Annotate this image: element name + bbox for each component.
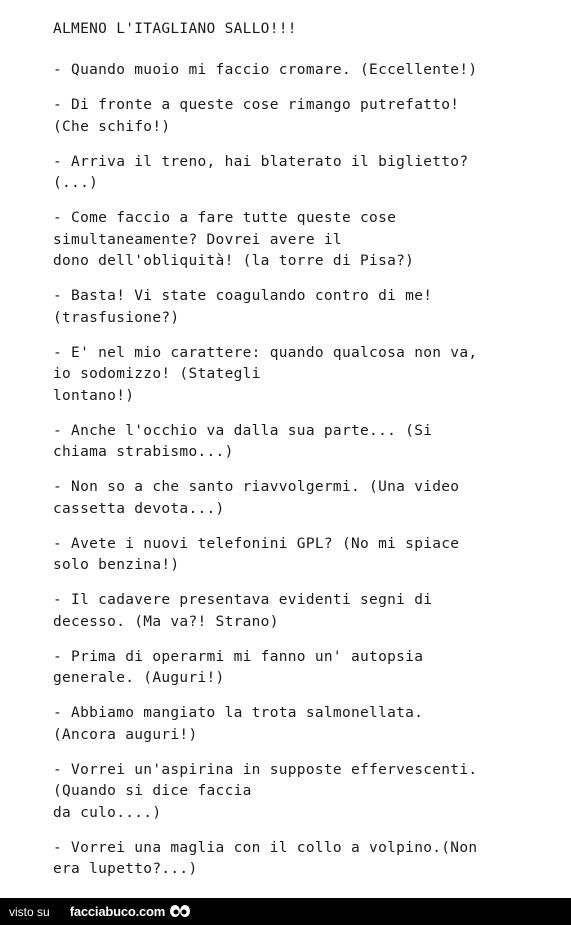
entry-line: (Quando si dice faccia (53, 783, 252, 799)
list-item (53, 286, 553, 329)
entry-line: (Ancora auguri!) (53, 726, 198, 743)
entry-line: - Vorrei un'aspirina in supposte effervescenti. (53, 761, 478, 778)
entry-line: io sodomizzo! (Stategli (53, 366, 261, 382)
list-item (53, 60, 553, 82)
entry-line: da culo....) (53, 804, 162, 821)
list-item (53, 703, 553, 746)
list-item (53, 838, 553, 881)
entry-line: - E' nel mio carattere: quando qualcosa non va, (53, 344, 478, 361)
brand-name[interactable]: facciabuco.com (69, 904, 166, 919)
entry-line: - Avete i nuovi telefonini GPL? (No mi spiace (53, 535, 460, 552)
list-item (53, 152, 553, 195)
entry-line: decesso. (Ma va?! Strano) (53, 613, 279, 630)
entry-line: - Abbiamo mangiato la trota salmonellata. (53, 705, 424, 721)
list-item (53, 534, 553, 577)
list-item (53, 208, 553, 273)
entry-line: solo benzina!) (53, 557, 180, 573)
list-item (53, 590, 553, 633)
entry-line: - Non so a che santo riavvolgermi. (Una video (53, 479, 460, 495)
entry-line: era lupetto?...) (53, 861, 198, 877)
entry-line: simultaneamente? Dovrei avere il (53, 231, 342, 248)
entry-line: - Prima di operarmi mi fanno un' autopsia (53, 648, 424, 665)
list-item (53, 421, 553, 464)
entry-line: - Basta! Vi state coagulando contro di me! (53, 288, 433, 304)
list-item (53, 647, 553, 690)
entry-line: chiama strabismo...) (53, 444, 234, 460)
entry-line: lontano!) (53, 387, 135, 404)
entry-line: - Quando muoio mi faccio cromare. (Eccellente!) (53, 62, 478, 78)
entry-line: (...) (53, 175, 99, 191)
watermark-bar (0, 898, 571, 925)
entry-line: - Il cadavere presentava evidenti segni di (53, 592, 433, 608)
entry-line: - Vorrei una maglia con il collo a volpino.(Non (53, 839, 478, 856)
entry-line: - Di fronte a queste cose rimango putrefatto! (53, 97, 460, 113)
list-item (53, 760, 553, 825)
entry-line: (Che schifo!) (53, 118, 171, 135)
entries-list (53, 60, 553, 881)
entry-line: dono dell'obliquità! (la torre di Pisa?) (53, 253, 415, 269)
entry-line: cassetta devota...) (53, 500, 225, 517)
list-item (53, 477, 553, 520)
eyes-icon (169, 903, 191, 919)
entry-line: - Come faccio a fare tutte queste cose (53, 210, 397, 226)
entry-line: - Anche l'occhio va dalla sua parte... (Si (53, 422, 433, 439)
entry-line: generale. (Auguri!) (53, 670, 225, 686)
entry-line: - Arriva il treno, hai blaterato il biglietto? (53, 153, 469, 170)
visto-su-label: visto su (9, 904, 50, 919)
list-item (53, 95, 553, 138)
list-item (53, 343, 553, 408)
entry-line: (trasfusione?) (53, 309, 180, 326)
document (53, 20, 553, 894)
document-title: ALMENO L'ITAGLIANO SALLO!!! (53, 21, 297, 37)
